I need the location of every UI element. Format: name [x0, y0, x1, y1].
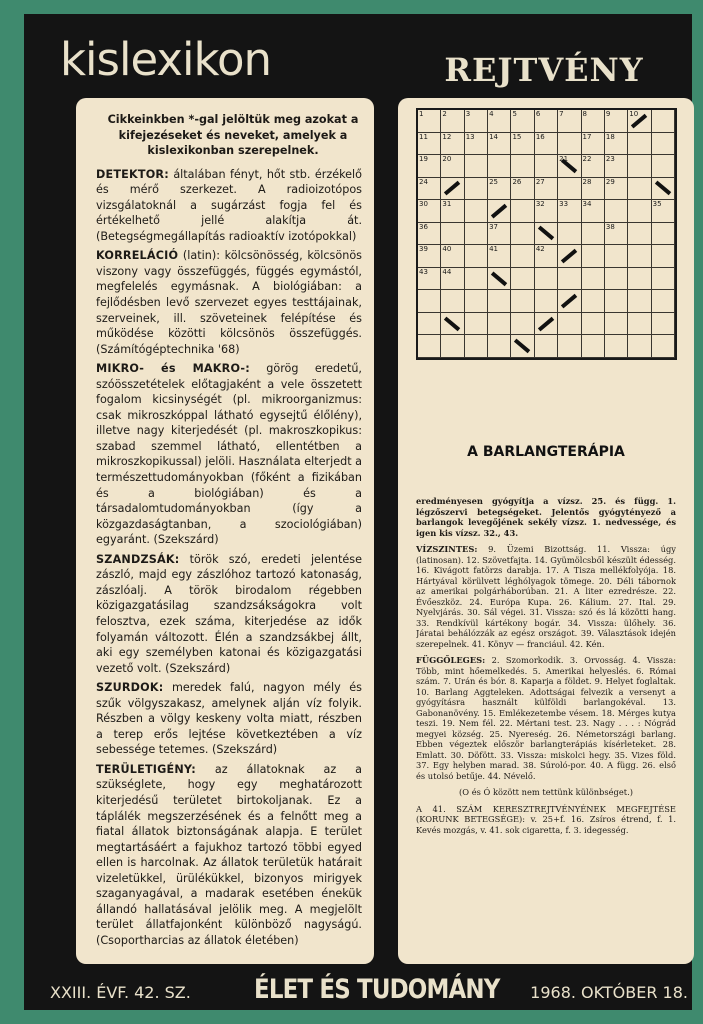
crossword-cell[interactable]	[582, 290, 605, 313]
entry-term: MIKRO- és MAKRO-:	[96, 362, 250, 376]
clue-number: 6	[535, 110, 541, 118]
clue-number: 40	[442, 245, 452, 254]
clue-number: 31	[442, 200, 452, 209]
crossword-cell[interactable]	[652, 155, 675, 178]
crossword-cell[interactable]	[488, 200, 511, 223]
crossword-cell[interactable]	[441, 133, 464, 156]
crossword-cell[interactable]	[652, 200, 675, 223]
clue-number: 25	[489, 177, 498, 186]
crossword-cell[interactable]	[535, 223, 558, 246]
crossword-cell[interactable]	[511, 335, 534, 358]
crossword-cell[interactable]	[465, 290, 488, 313]
crossword-cell[interactable]	[418, 110, 441, 133]
crossword-cell[interactable]	[628, 200, 651, 223]
crossword-cell[interactable]	[628, 290, 651, 313]
clue-number: 30	[419, 200, 428, 209]
magazine-page	[24, 14, 692, 1010]
crossword-cell[interactable]	[465, 268, 488, 291]
clue-number: 19	[419, 155, 428, 164]
crossword-cell[interactable]	[605, 245, 628, 268]
clue-number: 42	[535, 245, 545, 254]
clue-number: 29	[605, 177, 615, 186]
puzzle-note: (O és Ó között nem tettünk különbséget.)	[459, 787, 633, 797]
crossword-cell[interactable]	[488, 155, 511, 178]
crossword-cell[interactable]	[628, 133, 651, 156]
clue-number: 17	[582, 132, 592, 141]
crossword-cell[interactable]	[605, 313, 628, 336]
clue-number: 43	[419, 267, 428, 276]
crossword-cell[interactable]	[441, 335, 464, 358]
clue-number: 34	[582, 200, 592, 209]
crossword-cell[interactable]	[418, 133, 441, 156]
previous-solution: A 41. SZÁM KERESZTREJTVÉNYÉNEK MEGFEJTÉSE (KORUNK BETEGSÉGE): v. 25+f. 16. Zsíros étrend, f. 1. Kevés mozgás, v. 41. sok cigaretta, f. 3. idegesség.	[416, 803, 676, 835]
crossword-cell[interactable]	[418, 268, 441, 291]
crossword-cell[interactable]	[582, 110, 605, 133]
entry-text: török szó, eredeti jelentése zászló, majd egy zászlóhoz tartozó katonaság, zászlóalj. A török birodalom régebben közigazgatásilag szandzsákságokra volt felosztva, ezek száma, kiterjedése az idők folyamán változott. Élén a szandzsákbej állt, aki egy személyben katonai és közigazgatási vezető volt. (Szekszárd)	[96, 552, 362, 675]
clue-number: 22	[582, 155, 592, 164]
crossword-cell[interactable]	[511, 223, 534, 246]
horizontal-label: VÍZSZINTES:	[416, 544, 478, 554]
lexicon-entry	[96, 361, 362, 548]
clue-number: 41	[489, 245, 498, 254]
clue-number: 11	[419, 132, 428, 141]
clue-number: 37	[489, 222, 498, 231]
horizontal-clues	[416, 544, 676, 649]
crossword-cell[interactable]	[465, 133, 488, 156]
clue-number: 36	[419, 222, 428, 231]
crossword-cell[interactable]	[558, 290, 581, 313]
vertical-label: FÜGGŐLEGES:	[416, 655, 486, 665]
clue-number: 32	[535, 200, 545, 209]
issue-number: XXIII. ÉVF. 42. SZ.	[50, 983, 191, 1002]
crossword-cell[interactable]	[465, 335, 488, 358]
crossword-cell[interactable]	[511, 268, 534, 291]
clue-number: 38	[605, 222, 615, 231]
crossword-cell[interactable]	[465, 313, 488, 336]
entry-term: SZANDZSÁK:	[96, 552, 180, 566]
lexicon-entry	[96, 762, 362, 949]
crossword-cell[interactable]	[558, 178, 581, 201]
crossword-cell[interactable]	[628, 223, 651, 246]
lexicon-entry	[96, 552, 362, 676]
crossword-cell[interactable]	[628, 335, 651, 358]
crossword-cell[interactable]	[535, 155, 558, 178]
crossword-cell[interactable]	[558, 223, 581, 246]
clue-number: 13	[465, 132, 475, 141]
crossword-cell[interactable]	[535, 133, 558, 156]
crossword-cell[interactable]	[582, 335, 605, 358]
crossword-cell[interactable]	[488, 133, 511, 156]
crossword-cell[interactable]	[558, 335, 581, 358]
clue-number: 9	[605, 110, 611, 118]
crossword-cell[interactable]	[511, 313, 534, 336]
clue-number: 44	[442, 267, 452, 276]
crossword-cell[interactable]	[558, 133, 581, 156]
crossword-cell[interactable]	[582, 223, 605, 246]
clue-number: 2	[442, 110, 447, 118]
entry-text: (latin): kölcsönösség, kölcsönös viszony vagy összefüggés, függés egymástól, megfelelés egymásnak. A biológiában: a fejlődésben levő szervezet egyes testtájainak, szerveinek, ill. szöveteinek felépítése és működése közötti kölcsönös összefüggés. (Számítógéptechnika '68)	[96, 249, 362, 356]
crossword-cell[interactable]	[418, 223, 441, 246]
entry-term: KORRELÁCIÓ	[96, 249, 179, 263]
crossword-cell[interactable]	[628, 268, 651, 291]
crossword-cell[interactable]	[652, 313, 675, 336]
crossword-cell[interactable]	[511, 110, 534, 133]
crossword-cell[interactable]	[558, 313, 581, 336]
clue-number: 16	[535, 132, 545, 141]
crossword-cell[interactable]	[465, 178, 488, 201]
crossword-cell[interactable]	[582, 133, 605, 156]
crossword-cell[interactable]	[582, 178, 605, 201]
entry-term: SZURDOK:	[96, 681, 164, 695]
rejtveny-title: REJTVÉNY	[444, 51, 644, 89]
puzzle-intro: eredményesen gyógyítja a vízsz. 25. és függ. 1. légzőszervi betegségeket. Jelentős gyógytényező a barlangok levegőjének sekély vízsz. 1. nedvessége, és igen kis vízsz. 32., 43.	[416, 496, 676, 538]
crossword-cell[interactable]	[418, 245, 441, 268]
clue-number: 12	[442, 132, 452, 141]
entry-term: DETEKTOR:	[96, 167, 169, 181]
puzzle-title: A BARLANGTERÁPIA	[467, 444, 625, 460]
crossword-cell[interactable]	[582, 155, 605, 178]
entry-term: TERÜLETIGÉNY:	[96, 762, 196, 776]
crossword-cell[interactable]	[511, 290, 534, 313]
crossword-cell[interactable]	[605, 110, 628, 133]
issue-date: 1968. OKTÓBER 18.	[530, 983, 688, 1002]
crossword-cell[interactable]	[628, 245, 651, 268]
crossword-cell[interactable]	[511, 133, 534, 156]
crossword-cell[interactable]	[465, 245, 488, 268]
entry-text: görög eredetű, szóösszetételek előtagjaként a vele összetett fogalom kicsinységét (pl. mikroorganizmus: csak mikroszkóppal látható egysejtű élőlény), illetve nagy kiterjedését (pl. makroszkopikus: szabad szemmel látható, ellentétben a mikroszkopikussal) jelöli. Használata elterjedt a természettudományokban (főként a fizikában és a biológiában) és a társadalomtudományokban (így a közgazdaságtanban, a szociológiában) egyaránt. (Szekszárd)	[96, 362, 362, 547]
clue-number: 35	[652, 200, 662, 209]
crossword-cell[interactable]	[441, 290, 464, 313]
clue-number: 21	[559, 155, 569, 164]
crossword-cell[interactable]	[535, 290, 558, 313]
entry-text: általában fényt, hőt stb. érzékelő és mérő szerkezet. A radioizotópos vizsgálatoknál a sugárzást fogja fel és értékelhető jellé alakítja át. (Betegségmegállapítás radioaktív izotópokkal)	[96, 167, 362, 243]
crossword-cell[interactable]	[535, 110, 558, 133]
crossword-cell[interactable]	[488, 110, 511, 133]
crossword-cell[interactable]	[558, 110, 581, 133]
crossword-cell[interactable]	[652, 110, 675, 133]
clue-number: 4	[489, 110, 494, 118]
puzzle-column	[398, 98, 694, 964]
crossword-cell[interactable]	[488, 268, 511, 291]
clue-number: 10	[629, 110, 639, 118]
crossword-cell[interactable]	[605, 178, 628, 201]
clue-number: 28	[582, 177, 592, 186]
lexicon-intro: Cikkeinkben *-gal jelöltük meg azokat a kifejezéseket és neveket, amelyek a kislexikonban szerepelnek.	[107, 113, 359, 158]
crossword-cell[interactable]	[535, 268, 558, 291]
crossword-cell[interactable]	[628, 110, 651, 133]
crossword-cell[interactable]	[535, 313, 558, 336]
crossword-cell[interactable]	[441, 268, 464, 291]
entry-text: az állatoknak az a szükséglete, hogy egy meghatározott kiterjedésű területet birtokoljanak. Ez a táplálék megszerzésének és a felnőtt meg a fiatal állatok biztonságának alapja. E terület megtartásáért a fajukhoz tartozó többi egyed ellen is harcolnak. Az állatok területük határait vizeletükkel, ürülékükkel, bizonyos mirigyek szaganyagával, a madarak esetében énekük állandó hallatásával jelölik meg. A megjelölt terület állatfajonként különböző nagyságú. (Csoportharcias az állatok életében)	[96, 762, 362, 947]
clue-number: 3	[465, 110, 471, 118]
entry-text: meredek falú, nagyon mély és szűk völgyszakasz, amelynek alján víz folyik. Részben a völgy keskeny volta miatt, részben a terep erős lejtése következtében a víz sebessége tetemes. (Szekszárd)	[96, 681, 362, 757]
clue-number: 24	[419, 177, 428, 186]
clue-number: 5	[512, 110, 517, 118]
crossword-cell[interactable]	[511, 155, 534, 178]
clue-number: 33	[559, 200, 569, 209]
crossword-cell[interactable]	[441, 155, 464, 178]
crossword-cell[interactable]	[652, 290, 675, 313]
crossword-cell[interactable]	[511, 200, 534, 223]
crossword-cell[interactable]	[441, 200, 464, 223]
clue-number: 7	[559, 110, 564, 118]
lexicon-entry	[96, 680, 362, 758]
clue-number: 8	[582, 110, 587, 118]
crossword-cell[interactable]	[558, 200, 581, 223]
crossword-cell[interactable]	[535, 335, 558, 358]
crossword-cell[interactable]	[605, 200, 628, 223]
crossword-cell[interactable]	[418, 313, 441, 336]
clue-number: 1	[419, 110, 424, 118]
crossword-cell[interactable]	[605, 133, 628, 156]
crossword-cell[interactable]	[605, 268, 628, 291]
vertical-clues	[416, 655, 676, 781]
crossword-cell[interactable]	[418, 200, 441, 223]
crossword-cell[interactable]	[418, 178, 441, 201]
crossword-cell[interactable]	[488, 290, 511, 313]
crossword-cell[interactable]	[441, 245, 464, 268]
crossword-cell[interactable]	[628, 178, 651, 201]
crossword-cell[interactable]	[418, 155, 441, 178]
crossword-cell[interactable]	[441, 110, 464, 133]
lexicon-column	[76, 98, 374, 964]
crossword-cell[interactable]	[488, 335, 511, 358]
crossword-cell[interactable]	[535, 245, 558, 268]
crossword-cell[interactable]	[465, 110, 488, 133]
crossword-cell[interactable]	[465, 223, 488, 246]
clue-number: 23	[605, 155, 615, 164]
crossword-cell[interactable]	[511, 245, 534, 268]
crossword-cell[interactable]	[488, 178, 511, 201]
crossword-cell[interactable]	[535, 200, 558, 223]
clue-number: 18	[605, 132, 615, 141]
crossword-cell[interactable]	[441, 178, 464, 201]
crossword-cell[interactable]	[488, 245, 511, 268]
crossword-cell[interactable]	[465, 200, 488, 223]
crossword-cell[interactable]	[582, 200, 605, 223]
crossword-cell[interactable]	[558, 245, 581, 268]
kislexikon-title: kislexikon	[60, 33, 272, 86]
lexicon-entry	[96, 167, 362, 245]
crossword-cell[interactable]	[441, 313, 464, 336]
clue-number: 27	[535, 177, 545, 186]
clue-number: 15	[512, 132, 522, 141]
crossword-cell[interactable]	[511, 178, 534, 201]
crossword-cell[interactable]	[652, 178, 675, 201]
crossword-cell[interactable]	[488, 223, 511, 246]
crossword-cell[interactable]	[582, 245, 605, 268]
magazine-name: ÉLET ÉS TUDOMÁNY	[254, 974, 500, 1005]
crossword-cell[interactable]	[652, 133, 675, 156]
crossword-cell[interactable]	[652, 223, 675, 246]
crossword-cell[interactable]	[605, 290, 628, 313]
clue-number: 39	[419, 245, 428, 254]
crossword-cell[interactable]	[441, 223, 464, 246]
crossword-cell[interactable]	[558, 155, 581, 178]
horizontal-text: 9. Üzemi Bizottság. 11. Vissza: úgy (latinosan). 12. Szövetfajta. 14. Gyümölcsből készült édesség. 16. Kivágott fatörzs darabja. 17. A Tisza mellékfolyója. 18. Hártyával körülvett léghólyagok tömege. 20. Déli tábornok az amerikai polgárháborúban. 21. A liter ezredrésze. 22. Évőeszköz. 24. Európa Kupa. 26. Kálium. 27. Ital. 29. Nyelvjárás. 30. Sál végei. 31. Vissza: szó és lá közötti hang. 33. Rendkívül kártékony bogár. 34. Vissza: ülőhely. 36. Járatai behálózzák az egész országot. 39. Választások idején szerepelnek. 41. Könyv — franciául. 42. Kén.	[416, 544, 676, 649]
crossword-cell[interactable]	[535, 178, 558, 201]
crossword-cell[interactable]	[465, 155, 488, 178]
clue-number: 14	[489, 132, 498, 141]
crossword-cell[interactable]	[652, 268, 675, 291]
crossword-cell[interactable]	[418, 290, 441, 313]
lexicon-entry	[96, 248, 362, 357]
crossword-cell[interactable]	[605, 155, 628, 178]
crossword-cell[interactable]	[418, 335, 441, 358]
crossword-grid	[416, 108, 677, 360]
clue-number: 26	[512, 177, 522, 186]
crossword-cell[interactable]	[652, 335, 675, 358]
crossword-cell[interactable]	[582, 313, 605, 336]
puzzle-clues	[416, 496, 676, 956]
clue-number: 20	[442, 155, 452, 164]
crossword-cell[interactable]	[488, 313, 511, 336]
crossword-cell[interactable]	[605, 223, 628, 246]
crossword-cell[interactable]	[652, 245, 675, 268]
crossword-cell[interactable]	[582, 268, 605, 291]
vertical-text: 2. Szomorkodik. 3. Orvosság. 4. Vissza: Több, mint hőemelkedés. 5. Amerikai helyeslés. 6. Római szám. 7. Urán és bór. 8. Kaparja a földet. 9. Helyet foglaltak. 10. Barlang Aggteleken. Adottságai felvezik a versenyt a gyógyításra használt külföldi barlangokéval. 13. Gabonanövény. 15. Emlékezetembe vésem. 18. Mérges kutya teszi. 19. Nem fél. 22. Mértani test. 23. Nagy . . . : Nógrád megyei község. 25. Nyereség. 26. Németországi barlang. Ebben végeztek először barlangterápiás kísérleteket. 28. Emlatt. 30. Döfött. 33. Vissza: miskolci hegy. 35. Vizes föld. 37. Egy helyben marad. 38. Súroló-por. 40. A függ. 26. első és utolsó betűje. 44. Névelő.	[416, 655, 676, 781]
crossword-cell[interactable]	[605, 335, 628, 358]
crossword-cell[interactable]	[628, 155, 651, 178]
crossword-cell[interactable]	[628, 313, 651, 336]
crossword-cell[interactable]	[558, 268, 581, 291]
